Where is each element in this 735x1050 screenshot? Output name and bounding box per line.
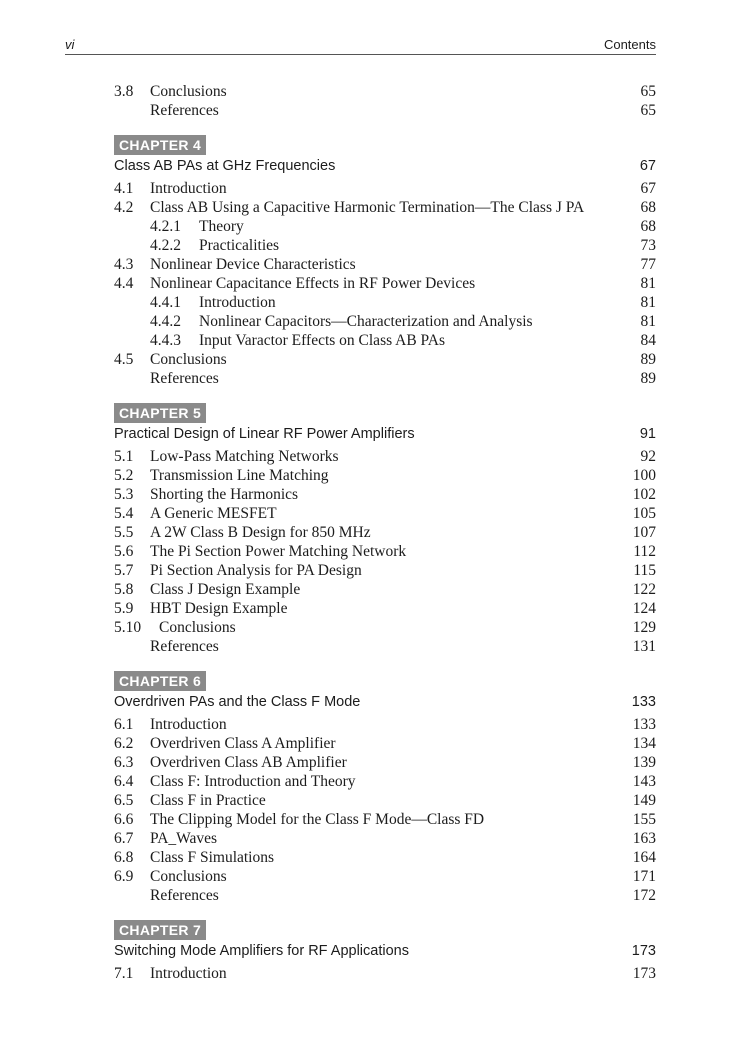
page-number: 149 bbox=[632, 792, 656, 809]
page-number: 100 bbox=[632, 467, 656, 484]
page-number: 81 bbox=[640, 294, 656, 311]
section-number: 5.3 bbox=[114, 486, 134, 503]
page-number: 112 bbox=[633, 543, 656, 560]
page-number: 124 bbox=[632, 600, 656, 617]
section-number: 4.2.1 bbox=[150, 218, 181, 235]
toc-entry[interactable] bbox=[114, 179, 656, 198]
chapter-title: Switching Mode Amplifiers for RF Applications bbox=[114, 943, 409, 959]
page-number: 155 bbox=[632, 811, 656, 828]
page-number: 129 bbox=[632, 619, 656, 636]
chapter-title: Class AB PAs at GHz Frequencies bbox=[114, 158, 336, 174]
chapter-page-number: 67 bbox=[639, 158, 656, 174]
chapter-badge: CHAPTER 4 bbox=[114, 135, 206, 155]
toc-entry[interactable] bbox=[114, 637, 656, 656]
toc-entry[interactable] bbox=[114, 753, 656, 772]
section-number: 5.1 bbox=[114, 448, 134, 465]
section-title: References bbox=[150, 887, 219, 904]
section-title: Nonlinear Capacitance Effects in RF Power Devices bbox=[150, 275, 476, 292]
toc-entry[interactable] bbox=[114, 485, 656, 504]
section-title: Pi Section Analysis for PA Design bbox=[150, 562, 362, 579]
section-title: The Pi Section Power Matching Network bbox=[150, 543, 407, 560]
section-title: Shorting the Harmonics bbox=[150, 486, 299, 503]
section-number: 6.7 bbox=[114, 830, 134, 847]
page-number: 122 bbox=[632, 581, 656, 598]
toc-entry[interactable] bbox=[114, 561, 656, 580]
chapter-block bbox=[114, 135, 656, 388]
section-title: References bbox=[150, 102, 219, 119]
section-title: A 2W Class B Design for 850 MHz bbox=[150, 524, 371, 541]
chapter-badge: CHAPTER 7 bbox=[114, 920, 206, 940]
chapter-page-number: 133 bbox=[631, 694, 656, 710]
page-number-roman: vi bbox=[65, 37, 75, 52]
toc-entry[interactable] bbox=[114, 829, 656, 848]
section-number: 6.4 bbox=[114, 773, 134, 790]
section-title: Theory bbox=[199, 218, 244, 235]
toc-entry[interactable] bbox=[114, 772, 656, 791]
toc-entry[interactable] bbox=[114, 810, 656, 829]
section-title: Introduction bbox=[150, 965, 227, 982]
toc-entry[interactable] bbox=[114, 504, 656, 523]
page-number: 77 bbox=[640, 256, 656, 273]
toc-entry[interactable] bbox=[114, 82, 656, 101]
chapter-block bbox=[114, 403, 656, 656]
toc-entry[interactable] bbox=[114, 236, 656, 255]
toc-entry[interactable] bbox=[114, 542, 656, 561]
toc-entry[interactable] bbox=[114, 255, 656, 274]
page-number: 105 bbox=[632, 505, 656, 522]
toc-entry[interactable] bbox=[114, 599, 656, 618]
section-number: 6.6 bbox=[114, 811, 134, 828]
section-title: PA_Waves bbox=[150, 830, 218, 847]
page-number: 89 bbox=[640, 370, 656, 387]
table-of-contents bbox=[114, 82, 656, 983]
section-number: 5.8 bbox=[114, 581, 134, 598]
section-title: Class F: Introduction and Theory bbox=[150, 773, 356, 790]
chapter-title: Overdriven PAs and the Class F Mode bbox=[114, 694, 361, 710]
page-number: 102 bbox=[632, 486, 656, 503]
toc-entry[interactable] bbox=[114, 734, 656, 753]
toc-entry[interactable] bbox=[114, 447, 656, 466]
section-title: Conclusions bbox=[150, 351, 227, 368]
page-number: 134 bbox=[632, 735, 656, 752]
chapter-block bbox=[114, 920, 656, 983]
chapter-badge: CHAPTER 6 bbox=[114, 671, 206, 691]
toc-entry[interactable] bbox=[114, 791, 656, 810]
toc-entry[interactable] bbox=[114, 848, 656, 867]
page-number: 171 bbox=[632, 868, 656, 885]
section-number: 5.9 bbox=[114, 600, 134, 617]
section-number: 4.4.1 bbox=[150, 294, 181, 311]
toc-entry[interactable] bbox=[114, 293, 656, 312]
toc-entry[interactable] bbox=[114, 369, 656, 388]
section-title: Introduction bbox=[150, 716, 227, 733]
toc-entry[interactable] bbox=[114, 312, 656, 331]
toc-entry[interactable] bbox=[114, 886, 656, 905]
chapter-title-row[interactable] bbox=[114, 424, 656, 445]
section-number: 4.2.2 bbox=[150, 237, 181, 254]
section-number: 7.1 bbox=[114, 965, 134, 982]
page-number: 133 bbox=[632, 716, 656, 733]
section-number: 6.9 bbox=[114, 868, 134, 885]
section-title: Conclusions bbox=[150, 868, 227, 885]
page-number: 92 bbox=[640, 448, 656, 465]
section-title: Introduction bbox=[199, 294, 276, 311]
page-number: 73 bbox=[640, 237, 656, 254]
section-number: 5.5 bbox=[114, 524, 134, 541]
section-number: 6.5 bbox=[114, 792, 134, 809]
section-number: 6.8 bbox=[114, 849, 134, 866]
toc-entry[interactable] bbox=[114, 523, 656, 542]
section-title: Transmission Line Matching bbox=[150, 467, 329, 484]
section-title: Nonlinear Capacitors—Characterization and Analysis bbox=[199, 313, 533, 330]
page-number: 67 bbox=[640, 180, 656, 197]
section-title: Class J Design Example bbox=[150, 581, 301, 598]
section-number: 4.3 bbox=[114, 256, 134, 273]
section-number: 5.6 bbox=[114, 543, 134, 560]
page-number: 163 bbox=[632, 830, 656, 847]
page-number: 107 bbox=[632, 524, 656, 541]
section-title: Input Varactor Effects on Class AB PAs bbox=[199, 332, 445, 349]
section-number: 5.10 bbox=[114, 619, 142, 636]
section-number: 6.2 bbox=[114, 735, 134, 752]
toc-entry[interactable] bbox=[114, 274, 656, 293]
chapter-title-row[interactable] bbox=[114, 156, 656, 177]
chapter-title-row[interactable] bbox=[114, 941, 656, 962]
section-title: Overdriven Class AB Amplifier bbox=[150, 754, 347, 771]
section-number: 4.4.3 bbox=[150, 332, 181, 349]
page-number: 172 bbox=[632, 887, 656, 904]
page-number: 131 bbox=[632, 638, 656, 655]
page-number: 81 bbox=[640, 275, 656, 292]
page-number: 164 bbox=[632, 849, 656, 866]
chapter-page-number: 173 bbox=[631, 943, 656, 959]
toc-entry[interactable] bbox=[114, 867, 656, 886]
section-title: Nonlinear Device Characteristics bbox=[150, 256, 356, 273]
section-title: HBT Design Example bbox=[150, 600, 288, 617]
running-title: Contents bbox=[603, 37, 656, 52]
section-number: 3.8 bbox=[114, 83, 134, 100]
section-title: Conclusions bbox=[150, 83, 227, 100]
toc-entry[interactable] bbox=[114, 580, 656, 599]
page-number: 68 bbox=[640, 199, 656, 216]
toc-entry[interactable] bbox=[114, 466, 656, 485]
section-number: 5.2 bbox=[114, 467, 134, 484]
section-number: 4.4.2 bbox=[150, 313, 181, 330]
page-number: 89 bbox=[640, 351, 656, 368]
chapter-title: Practical Design of Linear RF Power Amplifiers bbox=[114, 426, 415, 442]
page-number: 139 bbox=[632, 754, 656, 771]
section-number: 4.2 bbox=[114, 199, 134, 216]
page-number: 68 bbox=[640, 218, 656, 235]
section-title: Practicalities bbox=[199, 237, 280, 254]
section-title: References bbox=[150, 370, 219, 387]
section-number: 4.4 bbox=[114, 275, 134, 292]
section-number: 4.5 bbox=[114, 351, 134, 368]
page-number: 65 bbox=[640, 102, 656, 119]
section-title: Introduction bbox=[150, 180, 227, 197]
chapter-block bbox=[114, 671, 656, 905]
section-number: 5.4 bbox=[114, 505, 134, 522]
toc-entry[interactable] bbox=[114, 101, 656, 120]
section-number: 6.3 bbox=[114, 754, 134, 771]
toc-entry[interactable] bbox=[114, 715, 656, 734]
section-title: Class F in Practice bbox=[150, 792, 266, 809]
section-title: Class F Simulations bbox=[150, 849, 275, 866]
chapter-title-row[interactable] bbox=[114, 692, 656, 713]
section-title: References bbox=[150, 638, 219, 655]
section-title: Low-Pass Matching Networks bbox=[150, 448, 339, 465]
section-title: Overdriven Class A Amplifier bbox=[150, 735, 336, 752]
section-number: 6.1 bbox=[114, 716, 134, 733]
toc-entry[interactable] bbox=[114, 618, 656, 637]
section-title: Class AB Using a Capacitive Harmonic Termination—The Class J PA bbox=[150, 199, 585, 216]
page-number: 81 bbox=[640, 313, 656, 330]
section-number: 5.7 bbox=[114, 562, 134, 579]
page-number: 115 bbox=[633, 562, 656, 579]
running-header bbox=[65, 36, 656, 55]
toc-entry[interactable] bbox=[114, 350, 656, 369]
toc-entry[interactable] bbox=[114, 331, 656, 350]
section-number: 4.1 bbox=[114, 180, 134, 197]
page-number: 84 bbox=[640, 332, 656, 349]
section-title: Conclusions bbox=[159, 619, 236, 636]
section-title: A Generic MESFET bbox=[150, 505, 277, 522]
page-number: 173 bbox=[632, 965, 656, 982]
page-number: 143 bbox=[632, 773, 656, 790]
chapter-badge: CHAPTER 5 bbox=[114, 403, 206, 423]
toc-entry[interactable] bbox=[114, 217, 656, 236]
page-number: 65 bbox=[640, 83, 656, 100]
toc-entry[interactable] bbox=[114, 198, 656, 217]
chapter-page-number: 91 bbox=[639, 426, 656, 442]
section-title: The Clipping Model for the Class F Mode—Class FD bbox=[150, 811, 485, 828]
toc-entry[interactable] bbox=[114, 964, 656, 983]
